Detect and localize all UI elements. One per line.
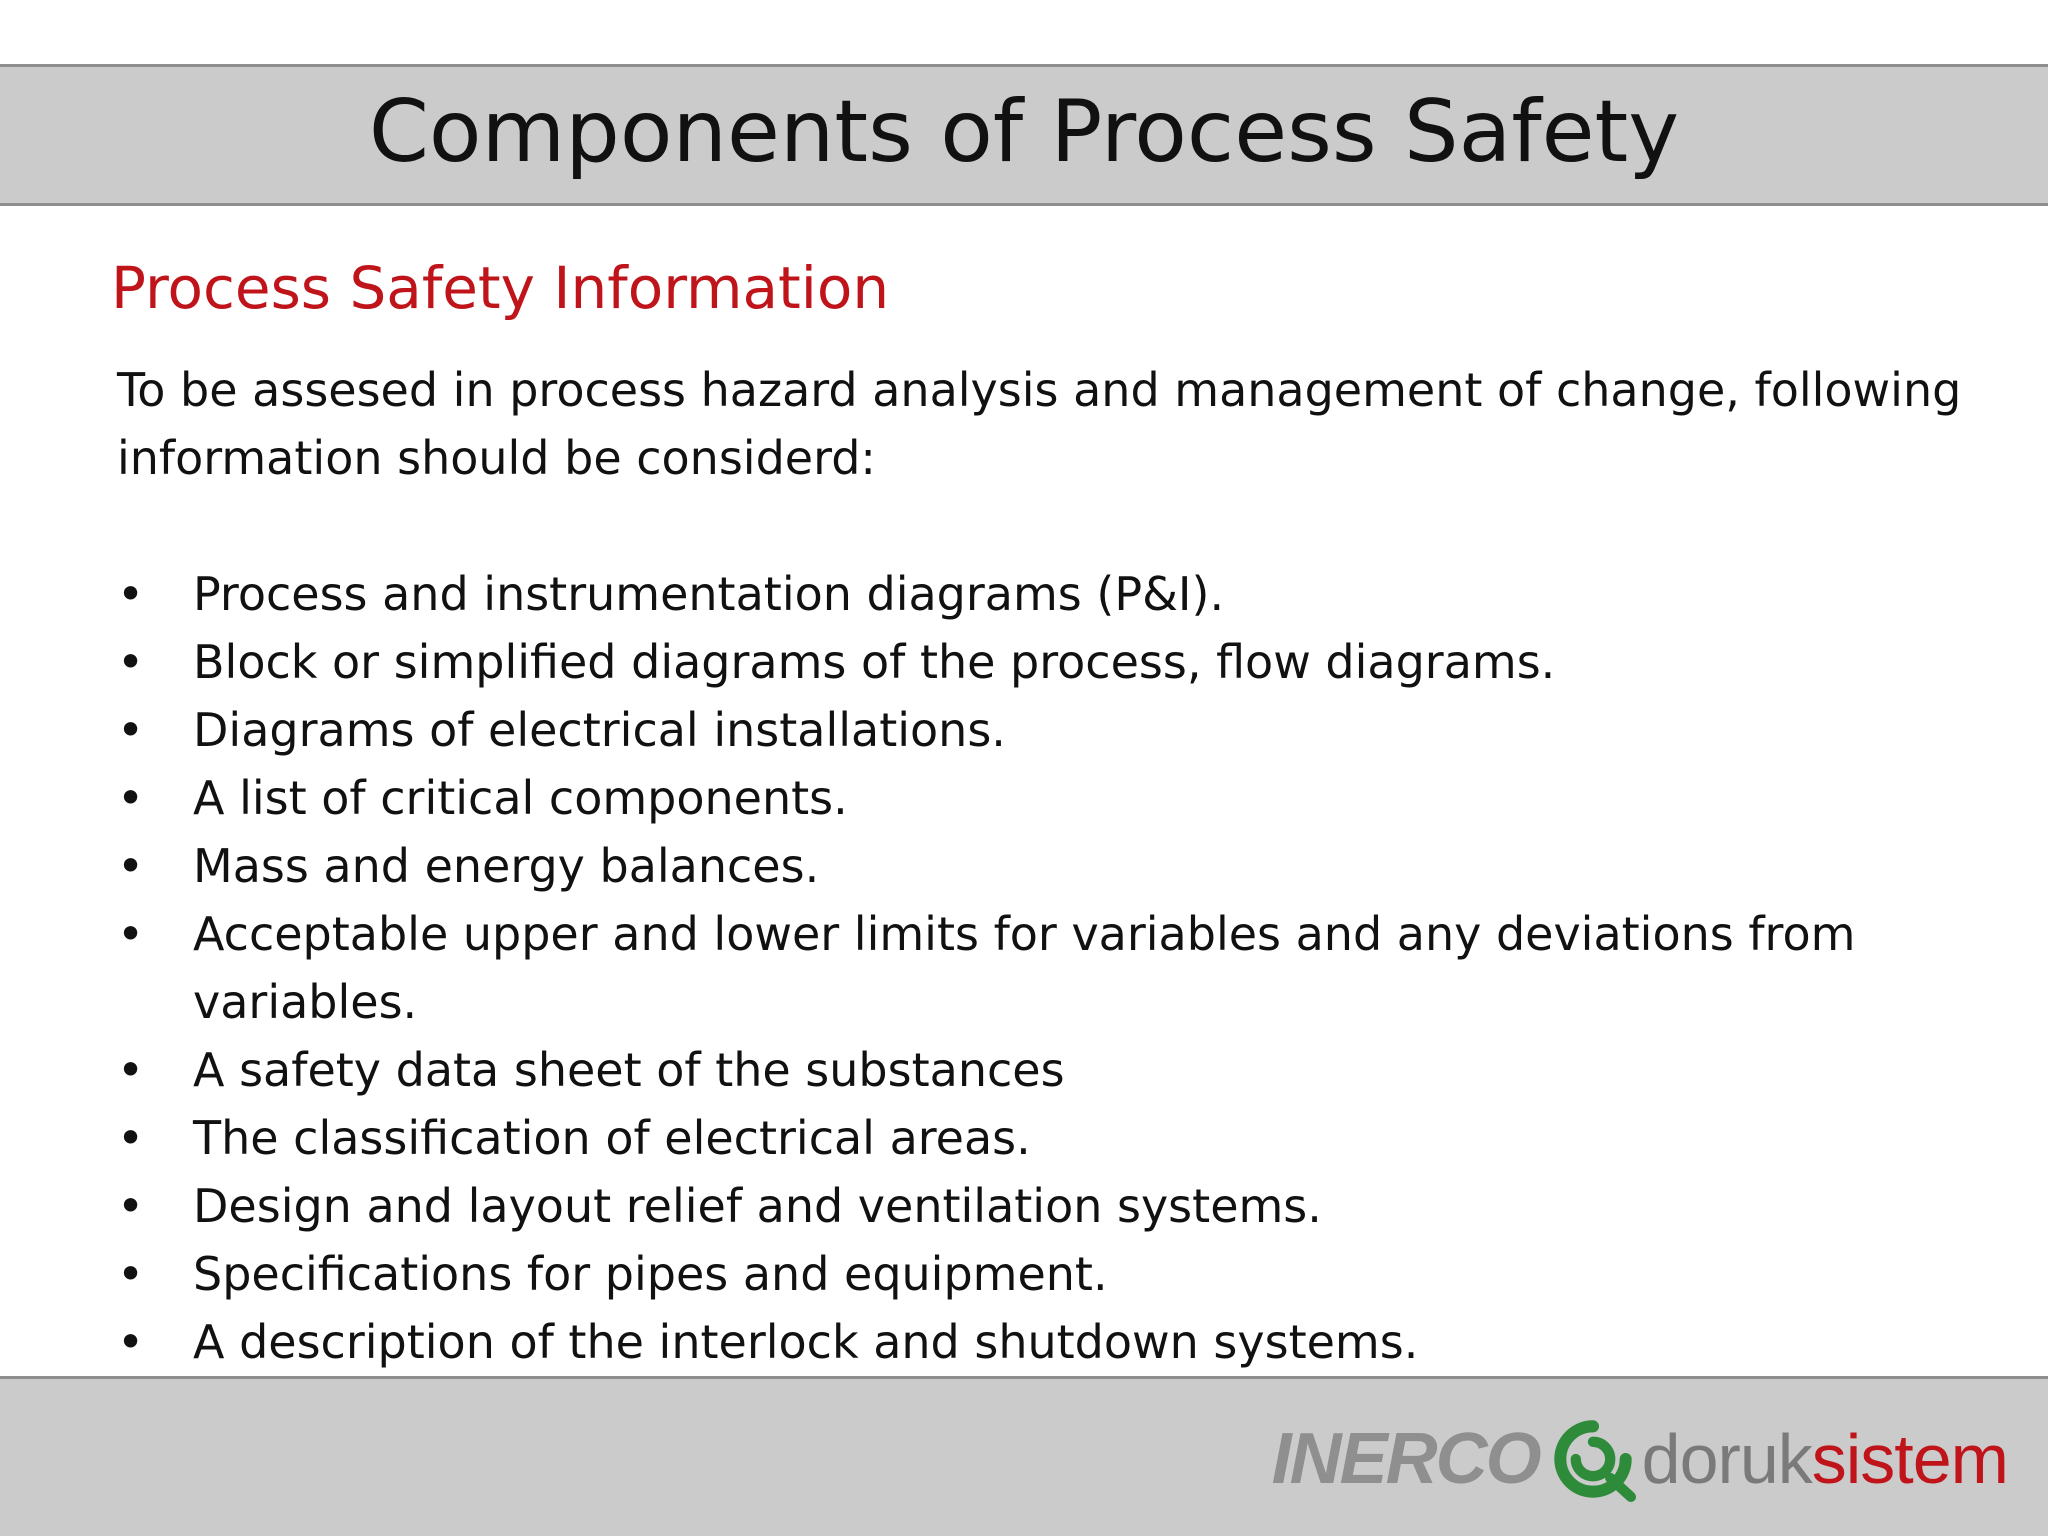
- intro-paragraph: To be assesed in process hazard analysis and management of change, following information should be considerd:: [117, 363, 1962, 485]
- sistem-logo-text: sistem: [1811, 1420, 2008, 1498]
- bullet-text: A list of critical components.: [193, 771, 848, 825]
- bullet-item: [117, 900, 1873, 1036]
- bullet-item: [117, 560, 1873, 628]
- bullet-item: [117, 1104, 1873, 1172]
- bullet-text: Diagrams of electrical installations.: [193, 703, 1006, 757]
- bullet-dot: •: [117, 635, 145, 689]
- bullet-item: [117, 628, 1873, 696]
- footer-logo: [1272, 1414, 2008, 1504]
- bullet-list: [117, 560, 1917, 1376]
- inerco-logo-text: INERCO: [1271, 1419, 1540, 1499]
- footer-band: [0, 1376, 2048, 1536]
- bullet-text: Block or simplified diagrams of the process, flow diagrams.: [193, 635, 1556, 689]
- bullet-item: [117, 764, 1873, 832]
- bullet-text: Specifications for pipes and equipment.: [193, 1247, 1108, 1301]
- bullet-text: A safety data sheet of the substances: [193, 1043, 1065, 1097]
- bullet-dot: •: [117, 1111, 145, 1165]
- section-heading: Process Safety Information: [111, 254, 890, 322]
- bullet-dot: •: [117, 703, 145, 757]
- bullet-item: [117, 832, 1873, 900]
- bullet-dot: •: [117, 907, 145, 961]
- bullet-text: Design and layout relief and ventilation systems.: [193, 1179, 1322, 1233]
- title-band: [0, 64, 2048, 206]
- bullet-dot: •: [117, 1179, 145, 1233]
- bullet-text: A description of the interlock and shutdown systems.: [193, 1315, 1419, 1369]
- slide-content: [0, 206, 2048, 1378]
- bullet-item: [117, 1308, 1873, 1376]
- bullet-item: [117, 696, 1873, 764]
- bullet-dot: •: [117, 839, 145, 893]
- bullet-text: Acceptable upper and lower limits for variables and any deviations from variables.: [193, 907, 1856, 1029]
- bullet-dot: •: [117, 771, 145, 825]
- bullet-item: [117, 1172, 1873, 1240]
- doruksistem-swirl-icon: [1550, 1416, 1636, 1502]
- bullet-item: [117, 1240, 1873, 1308]
- bullet-text: The classification of electrical areas.: [193, 1111, 1031, 1165]
- bullet-dot: •: [117, 1247, 145, 1301]
- bullet-text: Mass and energy balances.: [193, 839, 820, 893]
- bullet-dot: •: [117, 1315, 145, 1369]
- bullet-dot: •: [117, 1043, 145, 1097]
- bullet-item: [117, 1036, 1873, 1104]
- doruk-logo-text: doruk: [1641, 1420, 1812, 1498]
- bullet-dot: •: [117, 567, 145, 621]
- bullet-text: Process and instrumentation diagrams (P&I).: [193, 567, 1225, 621]
- slide-title: Components of Process Safety: [368, 82, 1680, 182]
